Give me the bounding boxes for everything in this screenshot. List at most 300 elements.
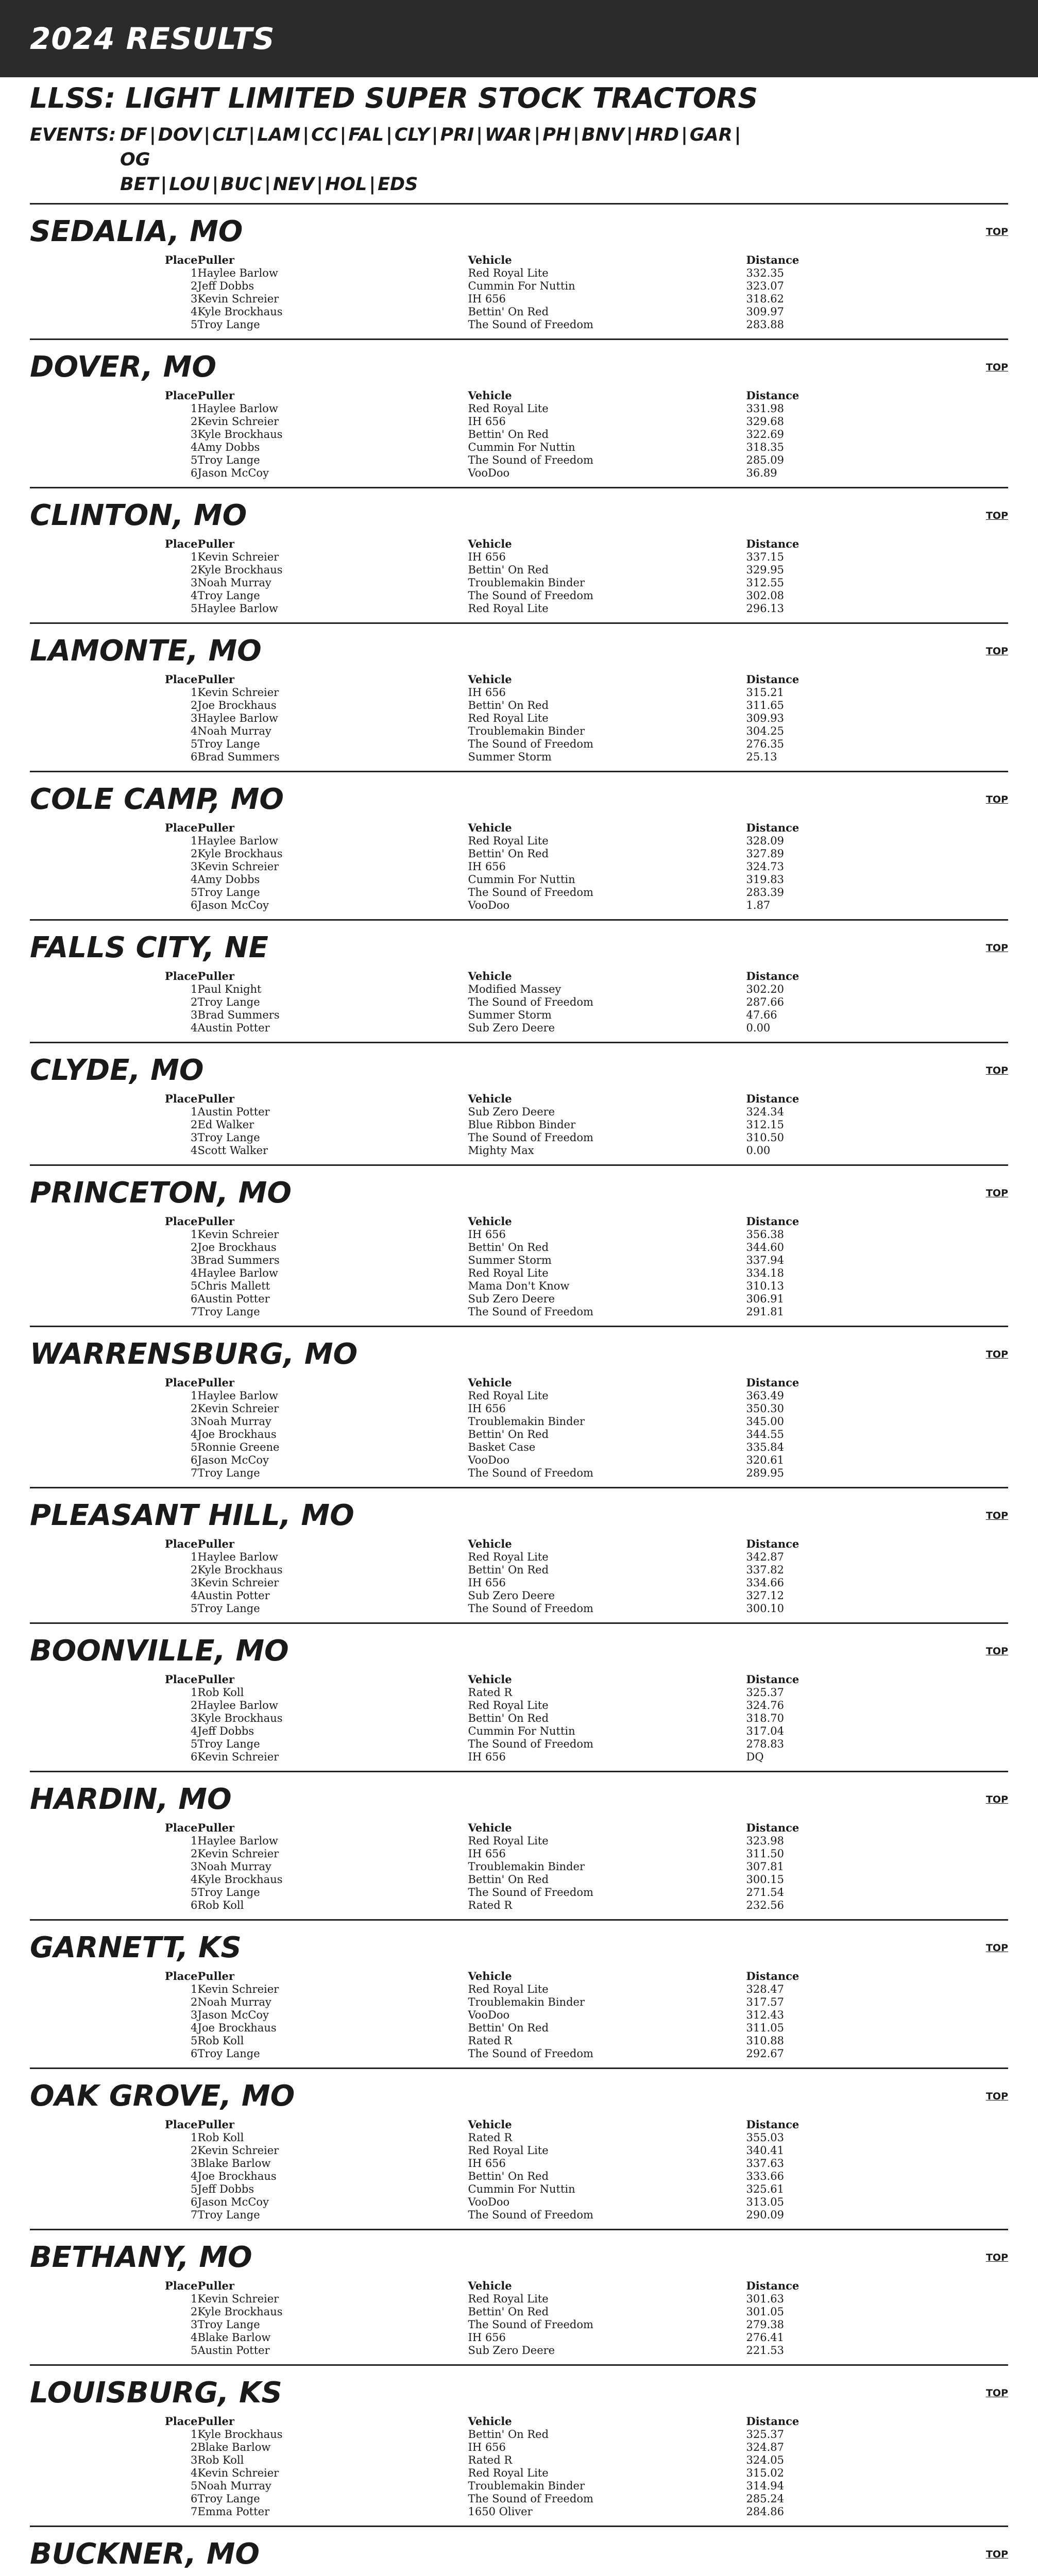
events-nav bbox=[30, 123, 1008, 197]
place-cell: 3 bbox=[191, 1860, 198, 1873]
table-row bbox=[30, 1254, 880, 1267]
distance-cell: 289.95 bbox=[746, 1467, 785, 1479]
distance-cell: 325.37 bbox=[746, 1686, 785, 1699]
column-header-place: Place bbox=[165, 2279, 198, 2292]
event-separator: | bbox=[160, 174, 167, 195]
place-cell: 5 bbox=[191, 738, 198, 750]
event-section bbox=[30, 2069, 1008, 2230]
table-row bbox=[30, 996, 880, 1009]
distance-cell: 311.50 bbox=[746, 1848, 785, 1860]
column-header-puller: Puller bbox=[197, 821, 234, 834]
puller-cell: Ronnie Greene bbox=[197, 1441, 280, 1453]
place-cell: 3 bbox=[191, 1254, 198, 1266]
table-header-row bbox=[30, 1672, 880, 1686]
puller-cell: Joe Brockhaus bbox=[197, 699, 277, 711]
distance-cell: 47.66 bbox=[746, 1009, 777, 1021]
vehicle-cell: IH 656 bbox=[468, 686, 506, 699]
place-cell: 1 bbox=[191, 402, 198, 415]
table-row bbox=[30, 2035, 880, 2047]
distance-cell: 290.09 bbox=[746, 2209, 785, 2221]
table-row bbox=[30, 1144, 880, 1157]
results-sections bbox=[0, 205, 1038, 2576]
puller-cell: Jason McCoy bbox=[197, 2009, 269, 2021]
vehicle-cell: Bettin' On Red bbox=[468, 1873, 549, 1886]
distance-cell: 315.21 bbox=[746, 686, 785, 699]
puller-cell: Austin Potter bbox=[197, 1293, 270, 1305]
puller-cell: Blake Barlow bbox=[197, 2157, 271, 2170]
distance-cell: 0.00 bbox=[746, 1022, 771, 1034]
puller-cell: Haylee Barlow bbox=[197, 1835, 278, 1847]
column-header-puller: Puller bbox=[197, 2415, 234, 2428]
puller-cell: Troy Lange bbox=[197, 2209, 260, 2221]
place-cell: 2 bbox=[191, 564, 198, 576]
puller-cell: Troy Lange bbox=[197, 886, 260, 899]
event-separator: | bbox=[149, 125, 156, 145]
event-title: PRINCETON, MO bbox=[30, 1176, 292, 1210]
vehicle-cell: VooDoo bbox=[468, 1454, 510, 1466]
event-separator: | bbox=[534, 125, 541, 145]
table-row bbox=[30, 2454, 880, 2467]
vehicle-cell: Cummin For Nuttin bbox=[468, 1725, 575, 1737]
place-cell: 5 bbox=[191, 1602, 198, 1615]
puller-cell: Troy Lange bbox=[197, 589, 260, 602]
vehicle-cell: Red Royal Lite bbox=[468, 1699, 549, 1711]
distance-cell: 327.89 bbox=[746, 848, 785, 860]
vehicle-cell: IH 656 bbox=[468, 293, 506, 305]
distance-cell: 356.38 bbox=[746, 1228, 785, 1241]
event-section bbox=[30, 1043, 1008, 1166]
vehicle-cell: Bettin' On Red bbox=[468, 2170, 549, 2182]
results-banner bbox=[0, 0, 1038, 77]
back-to-top-link[interactable]: TOP bbox=[985, 2091, 1008, 2102]
puller-cell: Paul Knight bbox=[197, 983, 262, 995]
place-cell: 3 bbox=[191, 2318, 198, 2331]
event-section bbox=[30, 2527, 1008, 2576]
place-cell: 4 bbox=[191, 2467, 198, 2479]
puller-cell: Noah Murray bbox=[197, 1415, 271, 1428]
column-header-vehicle: Vehicle bbox=[468, 1376, 512, 1389]
column-header-puller: Puller bbox=[197, 1821, 234, 1834]
vehicle-cell: The Sound of Freedom bbox=[468, 886, 593, 899]
event-section bbox=[30, 1921, 1008, 2069]
distance-cell: 309.97 bbox=[746, 306, 785, 318]
vehicle-cell: Summer Storm bbox=[468, 1254, 552, 1266]
event-link-df[interactable]: DF bbox=[120, 125, 147, 145]
back-to-top-link[interactable]: TOP bbox=[985, 1188, 1008, 1199]
place-cell: 5 bbox=[191, 2183, 198, 2195]
table-row bbox=[30, 293, 880, 306]
column-header-puller: Puller bbox=[197, 1215, 234, 1228]
column-header-puller: Puller bbox=[197, 1376, 234, 1389]
column-header-distance: Distance bbox=[746, 2118, 799, 2131]
place-cell: 2 bbox=[191, 2441, 198, 2453]
place-cell: 4 bbox=[191, 441, 198, 453]
vehicle-cell: VooDoo bbox=[468, 467, 510, 479]
place-cell: 2 bbox=[191, 280, 198, 292]
table-row bbox=[30, 2306, 880, 2318]
table-row bbox=[30, 899, 880, 912]
vehicle-cell: Blue Ribbon Binder bbox=[468, 1118, 576, 1131]
place-cell: 1 bbox=[191, 835, 198, 847]
vehicle-cell: The Sound of Freedom bbox=[468, 1738, 593, 1750]
back-to-top-link[interactable]: TOP bbox=[985, 942, 1008, 954]
vehicle-cell: Cummin For Nuttin bbox=[468, 280, 575, 292]
distance-cell: 301.05 bbox=[746, 2306, 785, 2318]
place-cell: 3 bbox=[191, 2454, 198, 2466]
distance-cell: 310.13 bbox=[746, 1280, 785, 1292]
distance-cell: 324.34 bbox=[746, 1106, 785, 1118]
event-link-eds[interactable]: EDS bbox=[378, 174, 418, 195]
event-separator: | bbox=[476, 125, 483, 145]
distance-cell: 307.81 bbox=[746, 1860, 785, 1873]
column-header-place: Place bbox=[165, 1673, 198, 1686]
table-row bbox=[30, 2505, 880, 2518]
distance-cell: 323.07 bbox=[746, 280, 785, 292]
place-cell: 6 bbox=[191, 2493, 198, 2505]
table-header-row bbox=[30, 1821, 880, 1835]
table-row bbox=[30, 2428, 880, 2441]
results-table bbox=[30, 253, 880, 331]
table-row bbox=[30, 1022, 880, 1035]
puller-cell: Troy Lange bbox=[197, 1886, 260, 1899]
place-cell: 7 bbox=[191, 2505, 198, 2518]
vehicle-cell: Summer Storm bbox=[468, 1009, 552, 1021]
table-row bbox=[30, 428, 880, 441]
table-header-row bbox=[30, 388, 880, 402]
puller-cell: Kevin Schreier bbox=[197, 1983, 279, 1995]
event-link-gar[interactable]: GAR bbox=[689, 125, 733, 145]
event-link-bet[interactable]: BET bbox=[120, 174, 159, 195]
distance-cell: 334.66 bbox=[746, 1577, 785, 1589]
event-link-bnv[interactable]: BNV bbox=[581, 125, 624, 145]
column-header-puller: Puller bbox=[197, 1673, 234, 1686]
table-row bbox=[30, 1886, 880, 1899]
place-cell: 1 bbox=[191, 686, 198, 699]
column-header-vehicle: Vehicle bbox=[468, 821, 512, 834]
table-row bbox=[30, 2331, 880, 2344]
distance-cell: 0.00 bbox=[746, 1144, 771, 1157]
puller-cell: Jason McCoy bbox=[197, 2196, 269, 2208]
vehicle-cell: IH 656 bbox=[468, 2331, 506, 2344]
distance-cell: 340.41 bbox=[746, 2144, 785, 2157]
column-header-distance: Distance bbox=[746, 1970, 799, 1982]
events-label: EVENTS: bbox=[30, 125, 116, 145]
event-separator: | bbox=[681, 125, 688, 145]
vehicle-cell: Red Royal Lite bbox=[468, 2467, 549, 2479]
results-table bbox=[30, 1537, 880, 1615]
event-link-lam[interactable]: LAM bbox=[257, 125, 301, 145]
place-cell: 1 bbox=[191, 2131, 198, 2144]
puller-cell: Kevin Schreier bbox=[197, 1577, 279, 1589]
table-row bbox=[30, 738, 880, 751]
vehicle-cell: Bettin' On Red bbox=[468, 2306, 549, 2318]
back-to-top-link[interactable]: TOP bbox=[985, 2252, 1008, 2263]
puller-cell: Kevin Schreier bbox=[197, 2144, 279, 2157]
vehicle-cell: Bettin' On Red bbox=[468, 1428, 549, 1440]
column-header-distance: Distance bbox=[746, 1215, 799, 1228]
table-row bbox=[30, 2144, 880, 2157]
place-cell: 1 bbox=[191, 2428, 198, 2441]
vehicle-cell: Bettin' On Red bbox=[468, 428, 549, 440]
distance-cell: 335.84 bbox=[746, 1441, 785, 1453]
puller-cell: Noah Murray bbox=[197, 577, 271, 589]
event-link-war[interactable]: WAR bbox=[484, 125, 532, 145]
event-section bbox=[30, 2366, 1008, 2527]
table-row bbox=[30, 725, 880, 738]
vehicle-cell: The Sound of Freedom bbox=[468, 1131, 593, 1144]
table-row bbox=[30, 686, 880, 699]
puller-cell: Noah Murray bbox=[197, 725, 271, 737]
distance-cell: 318.70 bbox=[746, 1712, 785, 1724]
place-cell: 2 bbox=[191, 2144, 198, 2157]
puller-cell: Chris Mallett bbox=[197, 1280, 270, 1292]
puller-cell: Brad Summers bbox=[197, 1254, 280, 1266]
table-row bbox=[30, 2131, 880, 2144]
puller-cell: Jeff Dobbs bbox=[197, 2183, 254, 2195]
place-cell: 2 bbox=[191, 1848, 198, 1860]
place-cell: 5 bbox=[191, 1280, 198, 1292]
distance-cell: 345.00 bbox=[746, 1415, 785, 1428]
place-cell: 2 bbox=[191, 848, 198, 860]
column-header-vehicle: Vehicle bbox=[468, 2118, 512, 2131]
table-row bbox=[30, 2157, 880, 2170]
table-row bbox=[30, 2009, 880, 2022]
column-header-puller: Puller bbox=[197, 1092, 234, 1105]
vehicle-cell: Rated R bbox=[468, 2131, 513, 2144]
vehicle-cell: Modified Massey bbox=[468, 983, 561, 995]
vehicle-cell: IH 656 bbox=[468, 860, 506, 873]
event-link-cc[interactable]: CC bbox=[311, 125, 338, 145]
puller-cell: Rob Koll bbox=[197, 2131, 244, 2144]
place-cell: 3 bbox=[191, 2157, 198, 2170]
table-header-row bbox=[30, 537, 880, 551]
puller-cell: Troy Lange bbox=[197, 2318, 260, 2331]
table-row bbox=[30, 1551, 880, 1564]
place-cell: 4 bbox=[191, 589, 198, 602]
place-cell: 2 bbox=[191, 699, 198, 711]
event-title: BOONVILLE, MO bbox=[30, 1634, 289, 1668]
place-cell: 2 bbox=[191, 1996, 198, 2008]
table-header-row bbox=[30, 1092, 880, 1106]
vehicle-cell: VooDoo bbox=[468, 2009, 510, 2021]
event-separator: | bbox=[339, 125, 347, 145]
place-cell: 4 bbox=[191, 306, 198, 318]
back-to-top-link[interactable]: TOP bbox=[985, 510, 1008, 521]
back-to-top-link[interactable]: TOP bbox=[985, 1794, 1008, 1805]
puller-cell: Kevin Schreier bbox=[197, 1848, 279, 1860]
back-to-top-link[interactable]: TOP bbox=[985, 1349, 1008, 1360]
distance-cell: 306.91 bbox=[746, 1293, 785, 1305]
back-to-top-link[interactable]: TOP bbox=[985, 1942, 1008, 1954]
puller-cell: Amy Dobbs bbox=[197, 441, 260, 453]
event-link-pri[interactable]: PRI bbox=[440, 125, 474, 145]
column-header-place: Place bbox=[165, 970, 198, 982]
puller-cell: Amy Dobbs bbox=[197, 873, 260, 886]
puller-cell: Haylee Barlow bbox=[197, 1699, 278, 1711]
event-title: WARRENSBURG, MO bbox=[30, 1337, 358, 1371]
column-header-vehicle: Vehicle bbox=[468, 1537, 512, 1550]
puller-cell: Brad Summers bbox=[197, 751, 280, 763]
distance-cell: 279.38 bbox=[746, 2318, 785, 2331]
place-cell: 5 bbox=[191, 1441, 198, 1453]
distance-cell: 302.08 bbox=[746, 589, 785, 602]
back-to-top-link[interactable]: TOP bbox=[985, 1065, 1008, 1076]
event-section bbox=[30, 488, 1008, 624]
table-row bbox=[30, 2022, 880, 2035]
column-header-place: Place bbox=[165, 537, 198, 550]
back-to-top-link[interactable]: TOP bbox=[985, 2549, 1008, 2560]
table-row bbox=[30, 1564, 880, 1577]
event-title: LAMONTE, MO bbox=[30, 634, 262, 668]
event-link-og[interactable]: OG bbox=[120, 149, 150, 170]
place-cell: 3 bbox=[191, 1009, 198, 1021]
table-row bbox=[30, 1602, 880, 1615]
place-cell: 7 bbox=[191, 1467, 198, 1479]
event-link-hol[interactable]: HOL bbox=[325, 174, 367, 195]
place-cell: 2 bbox=[191, 1564, 198, 1576]
distance-cell: 324.76 bbox=[746, 1699, 785, 1711]
place-cell: 1 bbox=[191, 1106, 198, 1118]
event-title: LOUISBURG, KS bbox=[30, 2376, 282, 2410]
puller-cell: Haylee Barlow bbox=[197, 835, 278, 847]
event-link-dov[interactable]: DOV bbox=[158, 125, 202, 145]
place-cell: 7 bbox=[191, 2209, 198, 2221]
puller-cell: Scott Walker bbox=[197, 1144, 268, 1157]
place-cell: 4 bbox=[191, 873, 198, 886]
place-cell: 6 bbox=[191, 751, 198, 763]
event-link-ph[interactable]: PH bbox=[542, 125, 571, 145]
event-link-hrd[interactable]: HRD bbox=[635, 125, 679, 145]
distance-cell: 315.02 bbox=[746, 2467, 785, 2479]
place-cell: 6 bbox=[191, 1751, 198, 1763]
table-row bbox=[30, 467, 880, 480]
place-cell: 4 bbox=[191, 1873, 198, 1886]
puller-cell: Haylee Barlow bbox=[197, 402, 278, 415]
vehicle-cell: Rated R bbox=[468, 2035, 513, 2047]
event-link-fal[interactable]: FAL bbox=[348, 125, 384, 145]
event-title: FALLS CITY, NE bbox=[30, 931, 268, 964]
puller-cell: Troy Lange bbox=[197, 738, 260, 750]
vehicle-cell: Mama Don't Know bbox=[468, 1280, 570, 1292]
back-to-top-link[interactable]: TOP bbox=[985, 226, 1008, 238]
column-header-vehicle: Vehicle bbox=[468, 673, 512, 686]
puller-cell: Noah Murray bbox=[197, 1860, 271, 1873]
column-header-vehicle: Vehicle bbox=[468, 253, 512, 266]
event-title: PLEASANT HILL, MO bbox=[30, 1499, 354, 1532]
table-header-row bbox=[30, 2414, 880, 2428]
vehicle-cell: Rated R bbox=[468, 1899, 513, 1911]
vehicle-cell: The Sound of Freedom bbox=[468, 1886, 593, 1899]
place-cell: 1 bbox=[191, 2293, 198, 2305]
table-row bbox=[30, 1118, 880, 1131]
vehicle-cell: Troublemakin Binder bbox=[468, 2480, 585, 2492]
table-row bbox=[30, 2493, 880, 2505]
place-cell: 5 bbox=[191, 602, 198, 615]
vehicle-cell: Red Royal Lite bbox=[468, 602, 549, 615]
distance-cell: 342.87 bbox=[746, 1551, 785, 1563]
event-title: GARNETT, KS bbox=[30, 1931, 242, 1964]
table-row bbox=[30, 1293, 880, 1306]
place-cell: 4 bbox=[191, 2170, 198, 2182]
back-to-top-link[interactable]: TOP bbox=[985, 646, 1008, 657]
table-row bbox=[30, 2196, 880, 2209]
back-to-top-link[interactable]: TOP bbox=[985, 2387, 1008, 2399]
puller-cell: Kyle Brockhaus bbox=[197, 306, 283, 318]
place-cell: 4 bbox=[191, 2331, 198, 2344]
column-header-puller: Puller bbox=[197, 389, 234, 402]
distance-cell: 311.05 bbox=[746, 2022, 785, 2034]
puller-cell: Joe Brockhaus bbox=[197, 2022, 277, 2034]
event-title: COLE CAMP, MO bbox=[30, 783, 284, 816]
event-link-clt[interactable]: CLT bbox=[212, 125, 247, 145]
distance-cell: 317.57 bbox=[746, 1996, 785, 2008]
place-cell: 2 bbox=[191, 2306, 198, 2318]
vehicle-cell: IH 656 bbox=[468, 1577, 506, 1589]
place-cell: 1 bbox=[191, 1551, 198, 1563]
back-to-top-link[interactable]: TOP bbox=[985, 1510, 1008, 1521]
distance-cell: 285.24 bbox=[746, 2493, 785, 2505]
back-to-top-link[interactable]: TOP bbox=[985, 794, 1008, 805]
place-cell: 1 bbox=[191, 267, 198, 279]
vehicle-cell: Bettin' On Red bbox=[468, 564, 549, 576]
vehicle-cell: Sub Zero Deere bbox=[468, 1589, 555, 1602]
puller-cell: Jason McCoy bbox=[197, 467, 269, 479]
back-to-top-link[interactable]: TOP bbox=[985, 1646, 1008, 1657]
results-table bbox=[30, 1214, 880, 1318]
table-header-row bbox=[30, 969, 880, 983]
distance-cell: 323.98 bbox=[746, 1835, 785, 1847]
table-row bbox=[30, 306, 880, 318]
table-row bbox=[30, 2170, 880, 2183]
table-row bbox=[30, 441, 880, 454]
event-title: HARDIN, MO bbox=[30, 1783, 232, 1816]
event-link-nev[interactable]: NEV bbox=[273, 174, 315, 195]
distance-cell: 284.86 bbox=[746, 2505, 785, 2518]
puller-cell: Jeff Dobbs bbox=[197, 280, 254, 292]
event-link-buc[interactable]: BUC bbox=[220, 174, 263, 195]
event-link-cly[interactable]: CLY bbox=[394, 125, 430, 145]
back-to-top-link[interactable]: TOP bbox=[985, 362, 1008, 373]
column-header-puller: Puller bbox=[197, 1970, 234, 1982]
puller-cell: Noah Murray bbox=[197, 2480, 271, 2492]
distance-cell: 337.94 bbox=[746, 1254, 785, 1266]
column-header-distance: Distance bbox=[746, 389, 799, 402]
puller-cell: Austin Potter bbox=[197, 2344, 270, 2357]
vehicle-cell: Mighty Max bbox=[468, 1144, 534, 1157]
distance-cell: 25.13 bbox=[746, 751, 777, 763]
table-row bbox=[30, 602, 880, 615]
column-header-distance: Distance bbox=[746, 970, 799, 982]
event-title: CLYDE, MO bbox=[30, 1054, 204, 1087]
table-row bbox=[30, 1009, 880, 1022]
puller-cell: Brad Summers bbox=[197, 1009, 280, 1021]
table-row bbox=[30, 1228, 880, 1241]
puller-cell: Haylee Barlow bbox=[197, 1267, 278, 1279]
vehicle-cell: Bettin' On Red bbox=[468, 2428, 549, 2441]
place-cell: 4 bbox=[191, 2022, 198, 2034]
table-row bbox=[30, 1306, 880, 1318]
place-cell: 2 bbox=[191, 1402, 198, 1415]
distance-cell: 300.10 bbox=[746, 1602, 785, 1615]
puller-cell: Joe Brockhaus bbox=[197, 1241, 277, 1253]
place-cell: 3 bbox=[191, 860, 198, 873]
event-separator: | bbox=[264, 174, 271, 195]
event-section bbox=[30, 340, 1008, 488]
event-section bbox=[30, 772, 1008, 921]
event-link-lou[interactable]: LOU bbox=[169, 174, 210, 195]
puller-cell: Jason McCoy bbox=[197, 1454, 269, 1466]
place-cell: 5 bbox=[191, 454, 198, 466]
